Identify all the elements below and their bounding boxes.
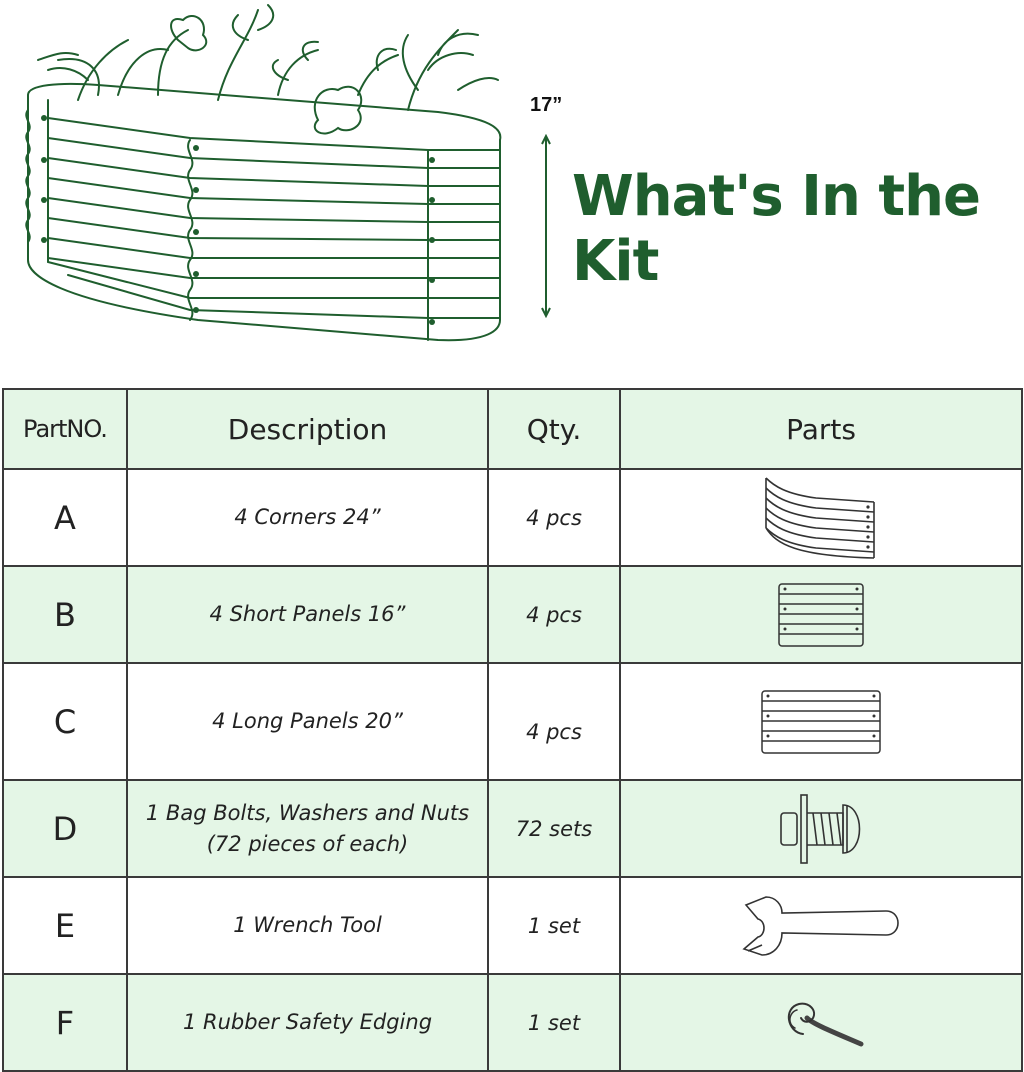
table-row — [3, 469, 1022, 566]
hero-section — [0, 0, 1024, 385]
part-description: 1 Rubber Safety Edging — [127, 974, 488, 1071]
part-quantity: 72 sets — [488, 780, 620, 877]
part-letter: D — [3, 780, 127, 877]
rubber-edging-icon — [773, 988, 869, 1058]
part-image-cell — [620, 469, 1022, 566]
column-header-part-no: PartNO. — [3, 389, 127, 469]
part-description: 1 Wrench Tool — [127, 877, 488, 974]
table-row — [3, 663, 1022, 780]
height-arrow-icon — [536, 134, 556, 318]
table-row — [3, 877, 1022, 974]
part-image-cell — [620, 780, 1022, 877]
part-quantity: 1 set — [488, 974, 620, 1071]
part-quantity: 4 pcs — [488, 566, 620, 663]
wrench-icon — [736, 891, 906, 961]
part-description: 4 Short Panels 16” — [127, 566, 488, 663]
height-dimension-label: 17” — [530, 94, 563, 116]
corner-panel-icon — [756, 472, 886, 564]
table-header-row — [3, 389, 1022, 469]
column-header-qty: Qty. — [488, 389, 620, 469]
part-description-line: (72 pieces of each) — [206, 831, 409, 856]
table-row — [3, 974, 1022, 1071]
part-description: 4 Corners 24” — [127, 469, 488, 566]
part-image-cell — [620, 566, 1022, 663]
part-quantity: 4 pcs — [488, 469, 620, 566]
column-header-description: Description — [127, 389, 488, 469]
part-letter: B — [3, 566, 127, 663]
part-quantity: 1 set — [488, 877, 620, 974]
part-letter: A — [3, 469, 127, 566]
part-description: 4 Long Panels 20” — [127, 663, 488, 780]
kit-parts-table — [2, 388, 1023, 1072]
part-quantity: 4 pcs — [488, 663, 620, 780]
short-panel-icon — [773, 580, 869, 650]
part-letter: C — [3, 663, 127, 780]
part-image-cell — [620, 663, 1022, 780]
part-description-line: 1 Bag Bolts, Washers and Nuts — [145, 801, 470, 826]
column-header-parts: Parts — [620, 389, 1022, 469]
bolt-icon — [773, 791, 869, 867]
raised-garden-bed-illustration — [18, 0, 518, 360]
long-panel-icon — [758, 687, 884, 757]
part-image-cell — [620, 974, 1022, 1071]
part-letter: F — [3, 974, 127, 1071]
page-title: What's In the Kit — [572, 164, 980, 294]
table-row — [3, 780, 1022, 877]
part-image-cell — [620, 877, 1022, 974]
table-row — [3, 566, 1022, 663]
part-letter: E — [3, 877, 127, 974]
part-description — [127, 780, 488, 877]
